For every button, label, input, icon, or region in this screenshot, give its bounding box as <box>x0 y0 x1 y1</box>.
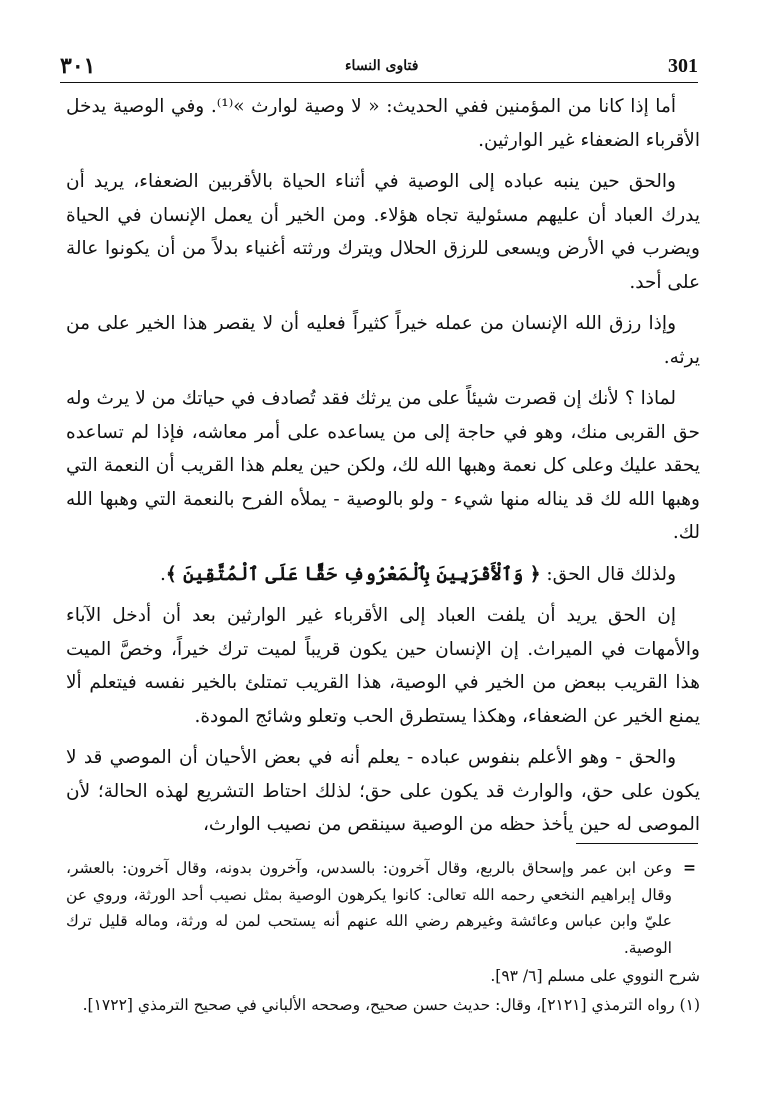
paragraph: أما إذا كانا من المؤمنين ففي الحديث: « لا وصية لوارث »⁽¹⁾. وفي الوصية يدخل الأقرباء الضعفاء غير الوارثين. <box>66 96 700 151</box>
paragraph: إن الحق يريد أن يلفت العباد إلى الأقرباء غير الوارثين بعد أن أدخل الآباء والأمهات في الميراث. إن الإنسان حين يكون قريباً لميت ترك خيراً، وخصَّ الميت هذا القريب ببعض من الخير في الوصية، هذا القريب تمتلئ بالخير نفسه فيتعلم ألا يمنع الخير عن الضعفاء، وهكذا يستطرق الحب وتعلو وشائج المودة. <box>66 605 700 727</box>
footnote-continuation <box>66 855 700 961</box>
paragraph: والحق - وهو الأعلم بنفوس عباده - يعلم أنه في بعض الأحيان أن الموصي قد لا يكون على حق، والوارث قد يكون على حق؛ لذلك احتاط التشريع لهذه الحالة؛ لأن الموصى له حين يأخذ حظه من الوصية سينقص من نصيب الوارث، <box>66 747 700 835</box>
paragraph: لماذا ؟ لأنك إن قصرت شيئاً على من يرثك فقد تُصادف في حياتك من لا يرث وله حق القربى منك، وهو في حاجة إلى من يساعده على أمر معاشه، فإذا لم تساعده يحقد عليك وعلى كل نعمة وهبها الله لك، ولكن حين يعلم هذا القريب أن النعمة التي وهبها الله لك قد يناله منها شيء - ولو بالوصية - يملأه الفرح بالنعمة التي وهبها الله لك. <box>66 388 700 543</box>
footnote-1: (١) رواه الترمذي [٢١٢١]، وقال: حديث حسن صحيح، وصححه الألباني في صحيح الترمذي [١٧٢٢]. <box>82 995 700 1014</box>
footnote-continuation-text: وعن ابن عمر وإسحاق بالربع، وقال آخرون: بالسدس، وآخرون بدونه، وقال آخرون: بالعشر، وقال إبراهيم النخعي رحمه الله تعالى: كانوا يكرهون الوصية بمثل نصيب أحد الورثة، وروي عن عليّ وابن عباس وعائشة وغيرهم رضي الله عنهم أنه يستحب لمن له ورثة، وماله قليل ترك الوصية. <box>66 859 672 957</box>
paragraph: والحق حين ينبه عباده إلى الوصية في أثناء الحياة بالأقربين الضعفاء، يريد أن يدرك العباد أن عليهم مسئولية تجاه هؤلاء. ومن الخير أن يعمل الإنسان في الحياة ويضرب في الأرض ويسعى للرزق الحلال ويترك ورثته أغنياء بدلاً من أن يكونوا عالة على أحد. <box>66 171 700 293</box>
paragraph: وإذا رزق الله الإنسان من عمله خيراً كثيراً فعليه أن لا يقصر هذا الخير على من يرثه. <box>66 313 700 368</box>
verse-paragraph <box>66 558 700 592</box>
quran-verse: ﴿ وَٱلْأَقْرَبِينَ بِٱلْمَعْرُوفِ حَقًّا عَلَى ٱلْمُتَّقِينَ ﴾ <box>165 563 541 585</box>
footnote-separator <box>576 843 698 844</box>
verse-end: . <box>159 563 166 585</box>
main-text <box>66 90 700 850</box>
continuation-mark: = <box>683 858 696 877</box>
page-number-latin: 301 <box>667 54 698 77</box>
footnote-source: شرح النووي على مسلم [٦/ ٩٣]. <box>490 967 700 985</box>
page-header <box>60 50 698 83</box>
page-number-arabic: ٣٠١ <box>60 53 96 79</box>
running-title: فتاوى النساء <box>344 58 419 74</box>
footnotes <box>66 855 700 1020</box>
verse-intro: ولذلك قال الحق: <box>540 563 676 585</box>
